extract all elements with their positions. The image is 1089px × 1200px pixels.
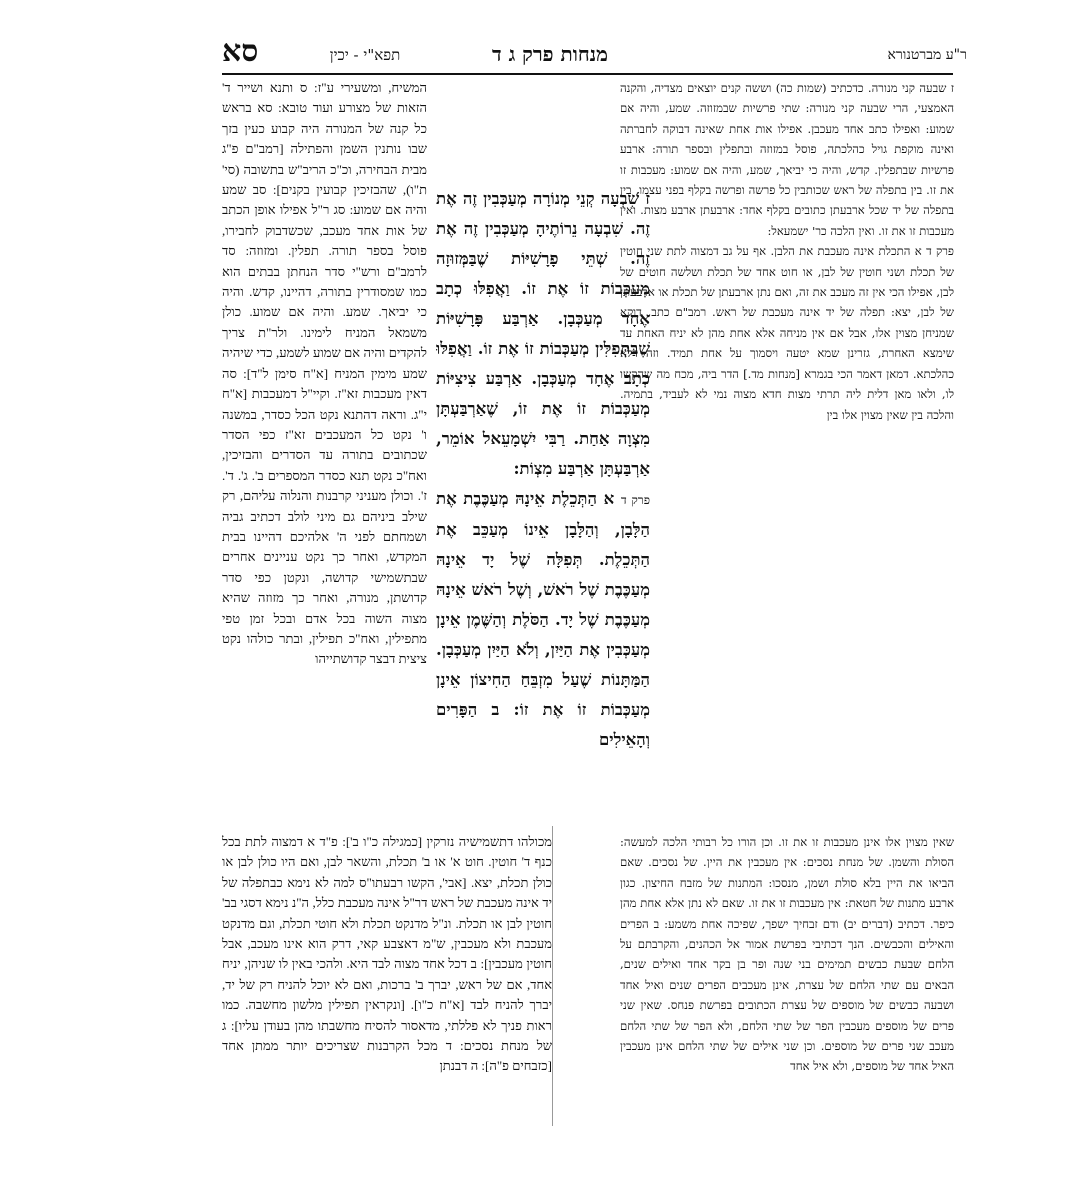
mishnah-text-column (436, 184, 650, 820)
commentary-paragraph: ז שבעה קני מנורה. כדכתיב (שמות כה) וששה קנים יוצאים מצדיה, והקנה האמצעי, הרי שבעה קני מנורה: שתי פרשיות שבמזוזה. שמע, והיה אם שמוע: ואפילו כתב אחד מעכבן. אפילו אות אחת שאינה דבוקה לחברתה ואינה מוקפת גויל כהלכתה, פוסל במזוזה ובתפלין ובספר תורה: ארבע פרשיות שבתפלין. קדש, והיה כי יביאך, שמע, והיה אם שמוע: מעכבות זו את זו. בין בתפלה של ראש שכותבין כל פרשה ופרשה בקלף בפני עצמו, בין בתפלה של יד שכל ארבעתן כתובים בקלף אחד: ארבעתן ארבע מצות. ואין מעכבות זו את זו. ואין הלכה כר' ישמעאל: (620, 81, 954, 238)
mishnah-text: א הַתְּכֵלֶת אֵינָהּ מְעַכֶּבֶת אֶת הַלָּבָן, וְהַלָּבָן אֵינוֹ מְעַכֵּב אֶת הַתְּכֵלֶת. תְּפִלָּה שֶׁל יָד אֵינָהּ מְעַכֶּבֶת שֶׁל רֹאשׁ, וְשֶׁל רֹאשׁ אֵינָהּ מְעַכֶּבֶת שֶׁל יָד. הַסֹּלֶת וְהַשֶּׁמֶן אֵינָן מְעַכְּבִין אֶת הַיַּיִן, וְלֹא הַיַּיִן מְעַכְּבָן. הַמַּתָּנוֹת שֶׁעַל מִזְבֵּחַ הַחִיצוֹן אֵינָן מְעַכְּבוֹת זוֹ אֶת זוֹ: ב הַפָּרִים וְהָאֵילִים (436, 489, 650, 749)
header-rule (222, 73, 953, 75)
folio-number: סא (222, 34, 259, 69)
tiferet-yisrael-column (222, 78, 427, 823)
mishnah-paragraph: ז שִׁבְעָה קְנֵי מְנוֹרָה מְעַכְּבִין זֶה אֶת זֶה. שִׁבְעָה נֵרוֹתֶיהָ מְעַכְּבִין זֶה אֶת זֶה. שְׁתֵּי פָרָשִׁיּוֹת שֶׁבַּמְּזוּזָה מְעַכְּבוֹת זוֹ אֶת זוֹ. וַאֲפִלּוּ כְתָב אֶחָד מְעַכְּבָן. אַרְבַּע פָּרָשִׁיּוֹת שֶׁבַּתְּפִלִּין מְעַכְּבוֹת זוֹ אֶת זוֹ. וַאֲפִלּוּ כְתָב אֶחָד מְעַכְּבָן. אַרְבַּע צִיצִיּוֹת מְעַכְּבוֹת זוֹ אֶת זוֹ, שֶׁאַרְבַּעְתָּן מִצְוָה אַחַת. רַבִּי יִשְׁמָעֵאל אוֹמֵר, אַרְבַּעְתָּן אַרְבַּע מִצְוֹת: (436, 189, 650, 478)
column-divider (552, 826, 553, 1126)
commentary-paragraph: שאין מצוין אלו אינן מעכבות זו את זו. וכן הורו כל רבותי הלכה למעשה: הסולת והשמן. של מנחת נסכים: אין מעכבין את היין. של נסכים. שאם הביאו את היין בלא סולת ושמן, מנסכו: המתנות של מזבח החיצון. כגון ארבע מתנות של חטאת: אין מעכבות זו את זו. שאם לא נתן אלא אחת מהן כיפר. דכתיב (דברים יב) ודם זבחיך ישפך, שפיכה אחת משמע: ב הפרים והאילים והכבשים. הנך דכתיבי בפרשת אמור אל הכהנים, והקרבתם על הלחם שבעת כבשים תמימים בני שנה ופר בן בקר אחד ואילים שנים, הבאים עם שתי הלחם של עצרת, אינן מעכבים הפרים שנים ואיל אחד ושבעה כבשים של מוספים של עצרת הכתובים בפרשת פנחס. שאין שני פרים של מוספים מעכבין הפר של שתי הלחם, ולא הפר של שתי הלחם מעכב שני פרים של מוספים. וכן שני אילים של שתי הלחם אינן מעכבין האיל אחד של מוספים, ולא איל אחד (620, 835, 954, 1074)
mishnah-paragraph-chapter (436, 484, 650, 755)
page-header (0, 36, 1089, 70)
tiferet-yisrael-continued (222, 832, 552, 1130)
tractate-chapter-title: מנחות פרק ג ד (491, 42, 609, 66)
commentary-paragraph: המשיח, ומשעירי ע"ז: ס ותנא ושייר ד' הזאות של מצורע ועוד טובא: סא בראש כל קנה של המנורה היה קבוע כעין בזך שבו נותנין השמן והפתילה [רמב"ם פ"ג מבית הבחירה, וכ"כ הריב"ש בתשובה (סי' ת"ו), שהבזיכין קבועין בקנים]: סב שמע והיה אם שמוע: סג ר"ל אפילו אופן הכתב של אות אחד מעכב, שכשדבוק לחבירו, פוסל בספר תורה. תפלין. ומזוזה: סד לרמב"ם ורש"י סדר הנחתן בבתים הוא כמו שמסודרין בתורה, דהיינו, קדש. והיה כי יביאך. שמע. והיה אם שמוע. כולן משמאל המניח לימינו. ולר"ת צריך להקדים והיה אם שמוע לשמע, כדי שיהיה שמע מימין המניח [א"ח סימן ל"ד]: סה דאין מעכבות זא"ז. וקיי"ל דמעכבות [א"ח י"ג. וראה דהתנא נקט הכל כסדר, במשנה ו' נקט כל המעכבים זא"ז כפי הסדר שכתובים בתורה עד הסדרים והבזיכין, ואח"כ נקט תנא כסדר המספרים ב'. ג'. ד'. ז'. וכולן מעניני קרבנות והנלוה עליהם, רק שילב ביניהם גם מיני לולב דכתיב גביה ושמחתם לפני ה' אלהיכם דהיינו בבית המקדש, ואחר כך נקט עניינים אחרים שבתשמישי קדושה, ונקטן כפי סדר קדושתן, מנורה, ואחר כך מזוזה שהיא מצוה השוה בכל אדם ובכל זמן טפי מתפילין, ואח"כ תפילין, ובתר כולהו נקט ציצית דבצר קדושתייהו (222, 80, 427, 667)
running-head-commentary: ר"ע מברטנורא (887, 47, 967, 63)
commentary-range: תפא"י - יכין (329, 46, 401, 64)
bartenura-commentary-continued (620, 832, 954, 1130)
commentary-paragraph-chapter (620, 241, 954, 425)
commentary-text: א התכלת אינה מעכבת את הלבן. אף על גב דמצוה לתת שני חוטין של תכלת ושני חוטין של לבן, או חוט אחד של תכלת ושלשה חוטים של לבן, אפילו הכי אין זה מעכב את זה, ואם נתן ארבעתן של תכלת או ארבעתן של לבן, יצא: תפלה של יד אינה מעכבת של ראש. רמב"ם כתב, דוקא שמניחן מצוין אלו, אבל אם אין מניחה אלא אחת מהן לא יניח האחת עד שימצא האחרת, גזרינן שמא יטעה ויסמוך על אחת תמיד. וזה דלא כהלכתא. דמאן דאמר הכי בגמרא [מנחות מד.] הדר ביה, מכח מה שהקשו לו, ולאו מאן דלית ליה תרתי מצות חדא מצוה נמי לא לעביד, בתמיה. והלכה בין שאין מצוין אלו בין (620, 244, 954, 422)
chapter-label: פרק ד (620, 493, 650, 507)
bartenura-commentary-column (620, 78, 954, 806)
commentary-paragraph: מכולהו דתשמישיה נזרקין [כמגילה כ"ו ב']: פ"ד א דמצוה לתת בכל כנף ד' חוטין. חוט א' או ב' תכלת, והשאר לבן, ואם היו כולן לבן או כולן תכלת, יצא. [אבי', הקשו רבעתו"ס למה לא נימא כבתפלה של יד אינה מעכבת של ראש דר"ל אינה מעכבת כלל, ה"נ נימא דסגי בב' חוטין לבן או תכלת. ונ"ל מדנקט תכלת ולא חוטי תכלת, וגם מדנקט מעכבת ולא מעכבין, ש"מ דאצבע קאי, דרק הוא אינו מעכב, אבל חוטין מעכבין]: ב דכל אחד מצוה לבד היא. ולהכי באין לו שניהן, יניח אחד, אם של ראש, יברך ב' ברכות, ואם לא יוכל להניח רק של יד, יברך להניח לבד [א"ח כ"ו]. [ונקראין תפילין מלשון מחשבה. כמו ראות פניך לא פללתי, מדאסור להסיח מחשבתו מהן בעודן עליו]: ג של מנחת נסכים: ד מכל הקרבנות שצריכים יותר ממתן אחד [כזבחים פ"ה]: ה דבנתן (222, 834, 552, 1074)
chapter-label: פרק ד (926, 244, 954, 259)
